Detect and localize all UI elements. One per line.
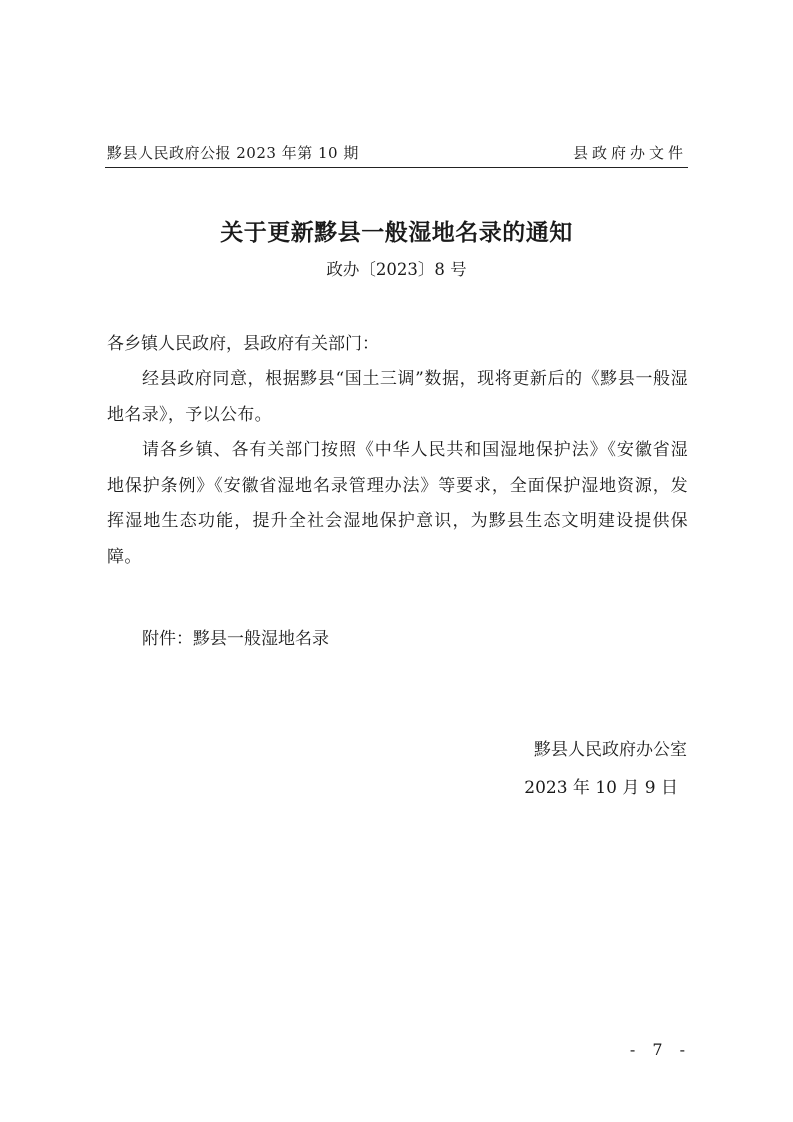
attachment-note: 附件：黟县一般湿地名录 <box>142 629 329 649</box>
issuing-office: 黟县人民政府办公室 <box>534 740 687 760</box>
gazette-issue-header: 黟县人民政府公报 2023 年第 10 期 <box>107 144 359 162</box>
document-number: 政办〔2023〕8 号 <box>326 260 467 279</box>
issue-date: 2023 年 10 月 9 日 <box>524 778 678 798</box>
body-paragraph-1: 经县政府同意，根据黟县“国土三调”数据，现将更新后的《黟县一般湿地名录》，予以公布。 <box>107 369 688 425</box>
document-title: 关于更新黟县一般湿地名录的通知 <box>220 219 573 246</box>
body-paragraph-2: 请各乡镇、各有关部门按照《中华人民共和国湿地保护法》《安徽省湿地保护条例》《安徽省湿地名录管理办法》等要求，全面保护湿地资源，发挥湿地生态功能，提升全社会湿地保护意识，为黟县生态文明建设提供保障。 <box>107 440 688 567</box>
document-category-header: 县政府办文件 <box>572 144 687 162</box>
page-number: - 7 - <box>629 1040 691 1059</box>
header-divider <box>105 167 688 168</box>
salutation: 各乡镇人民政府，县政府有关部门： <box>107 334 379 354</box>
